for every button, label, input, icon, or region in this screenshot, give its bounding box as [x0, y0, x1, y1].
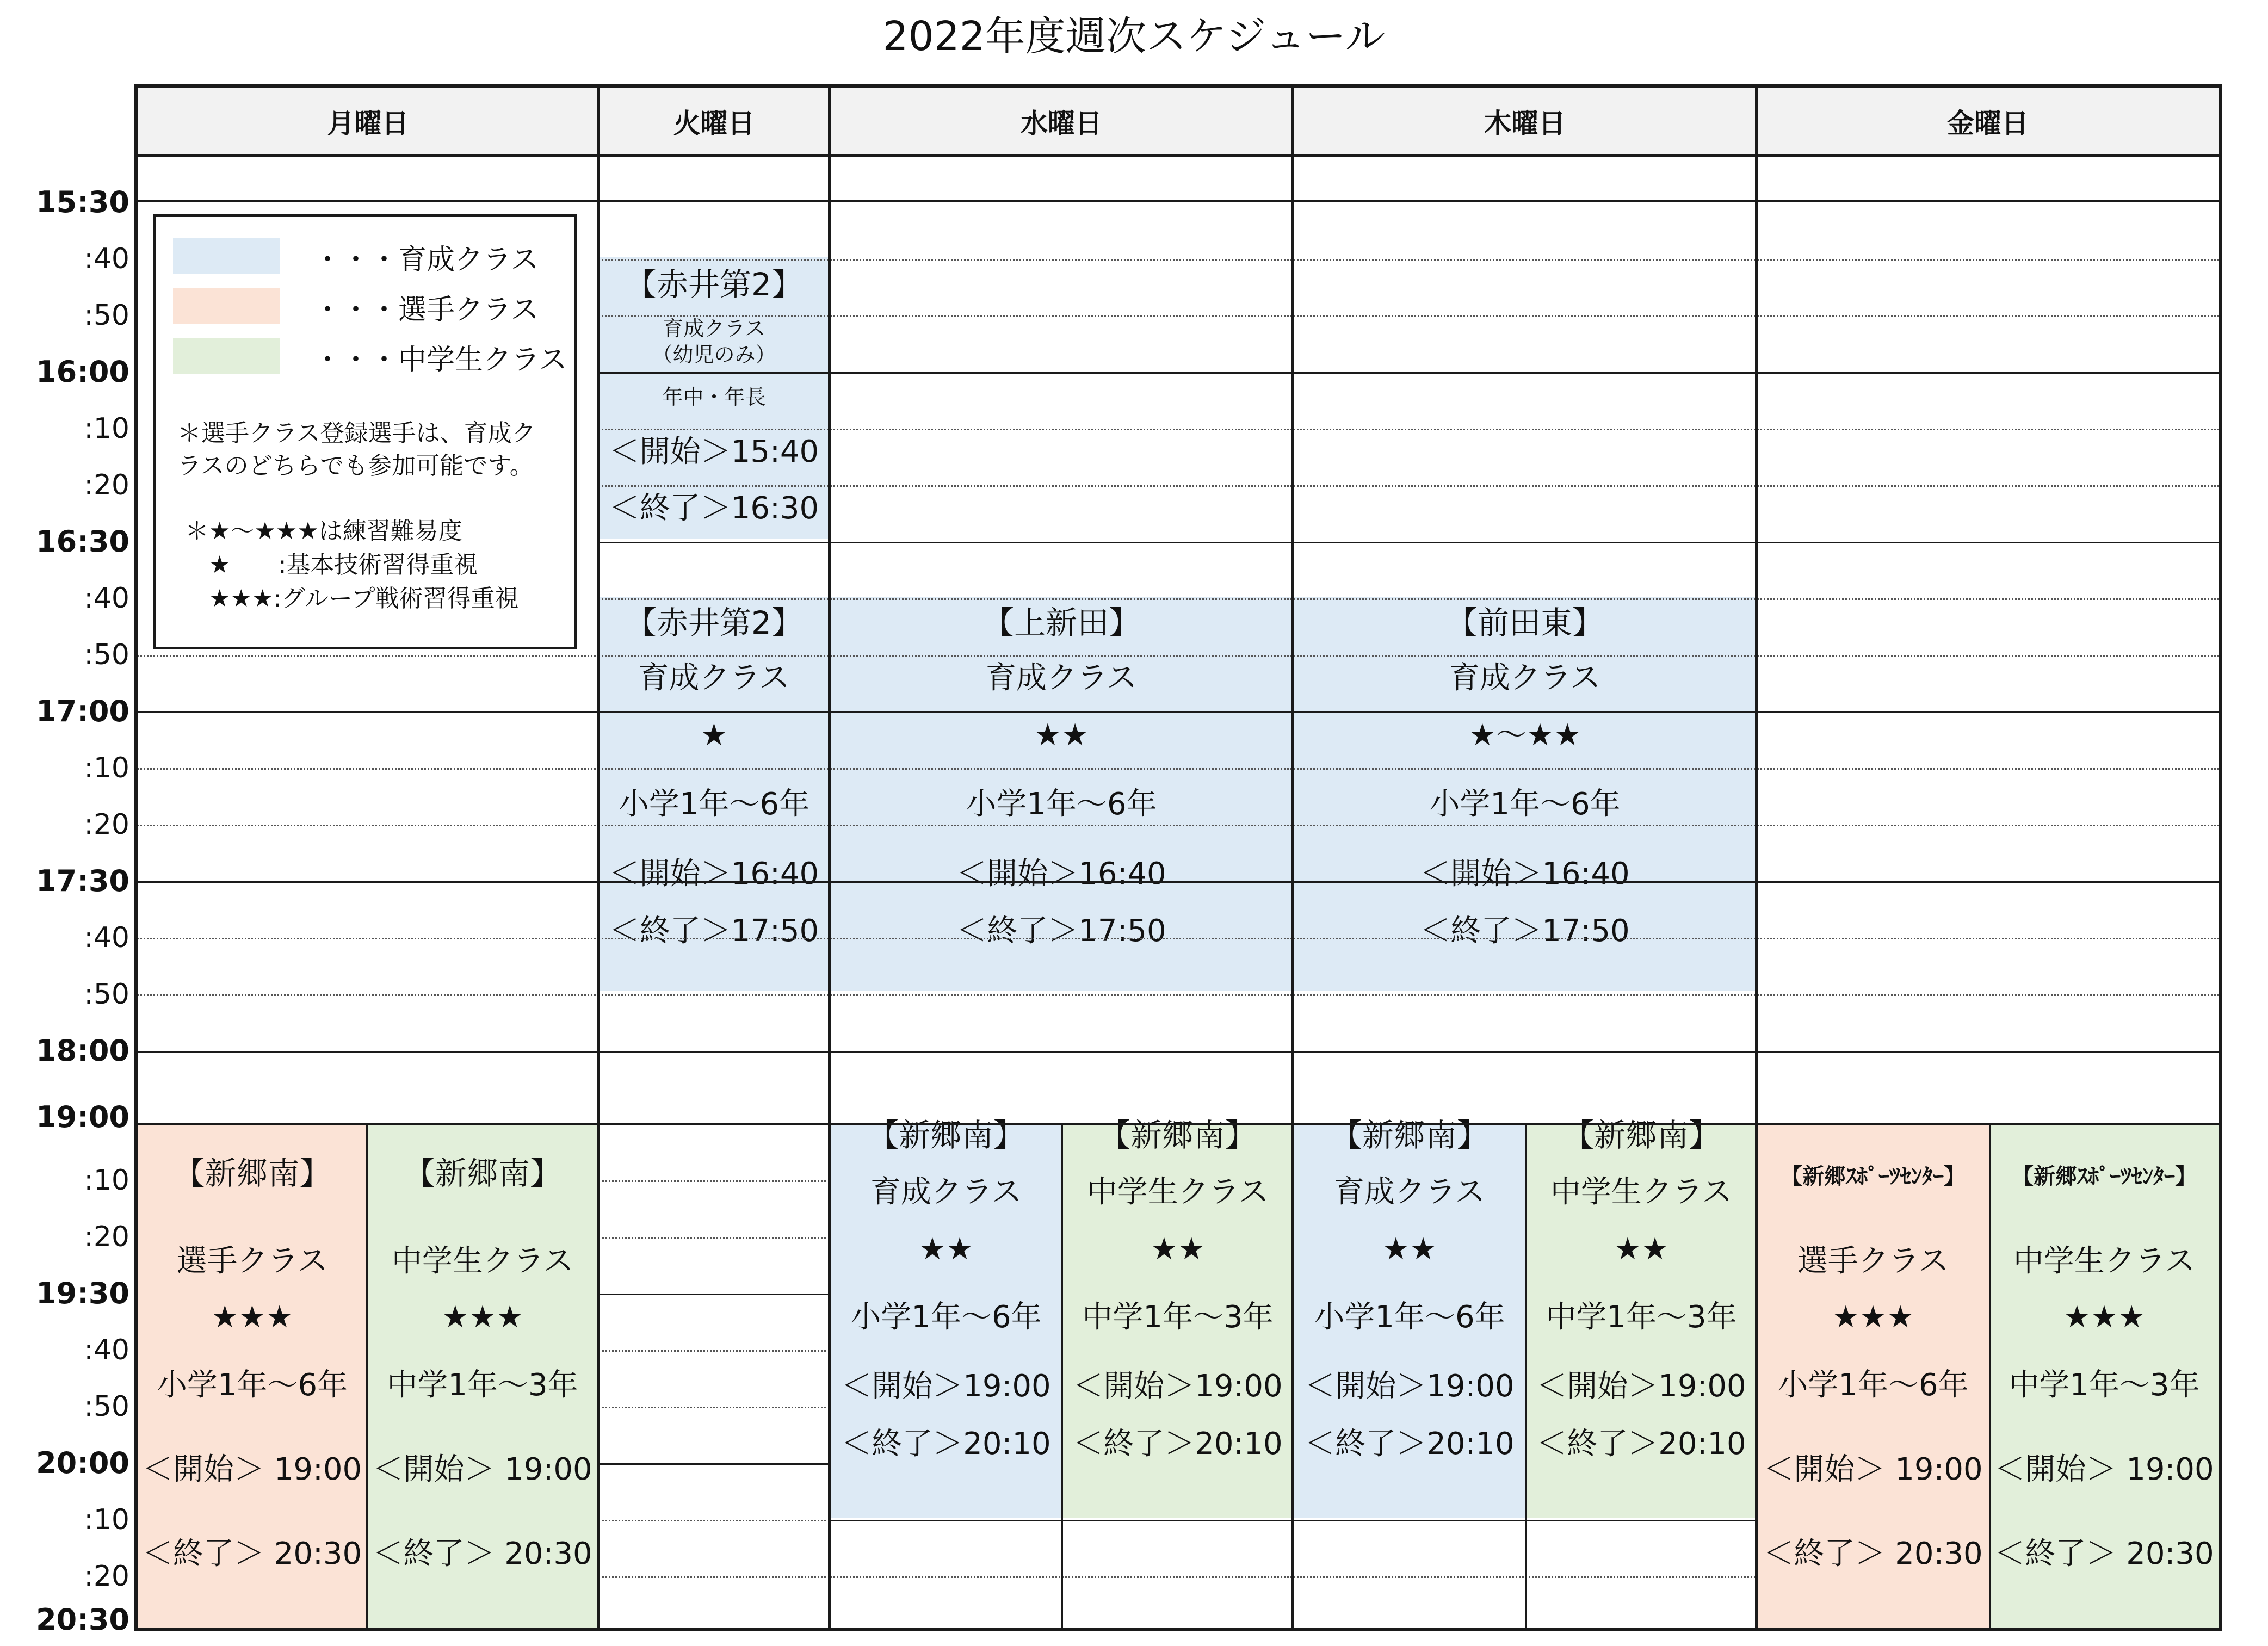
block-venue: 【新郷南】 — [403, 1155, 561, 1192]
block-stars: ★★ — [1382, 1232, 1437, 1267]
block-start-time: ＜開始＞16:40 — [956, 856, 1166, 892]
legend-label-chugaku: ・・・中学生クラス — [313, 344, 567, 376]
day-header-friday: 金曜日 — [1947, 107, 2029, 139]
block-grade: 小学1年～6年 — [618, 787, 810, 822]
block-end-time: ＜終了＞20:10 — [1073, 1426, 1283, 1462]
block-end-time: ＜終了＞ 20:30 — [142, 1536, 362, 1571]
block-end-time: ＜終了＞17:50 — [609, 913, 819, 949]
block-end-time: ＜終了＞20:10 — [841, 1426, 1051, 1462]
block-start-time: ＜開始＞ 19:00 — [1763, 1452, 1983, 1487]
time-label: 17:00 — [36, 694, 129, 728]
day-header-wednesday: 水曜日 — [1021, 107, 1102, 139]
block-venue: 【赤井第2】 — [625, 604, 803, 641]
block-start-time: ＜開始＞19:00 — [1305, 1369, 1515, 1404]
day-header-thursday: 木曜日 — [1484, 107, 1566, 139]
block-stars: ★★★ — [1832, 1300, 1914, 1335]
block-venue: 【新郷南】 — [1098, 1117, 1257, 1154]
legend-note-line: ＊★～★★★は練習難易度 — [185, 517, 462, 545]
time-label: :50 — [84, 299, 129, 332]
day-header-tuesday: 火曜日 — [673, 107, 755, 139]
block-start-time: ＜開始＞19:00 — [1536, 1369, 1746, 1404]
time-label: 16:00 — [36, 355, 129, 389]
block-class: 育成クラス — [870, 1174, 1022, 1210]
legend-note-line: ★★★:グループ戦術習得重視 — [209, 585, 519, 612]
block-venue: 【赤井第2】 — [625, 266, 803, 303]
block-venue: 【前田東】 — [1445, 604, 1604, 641]
block-start-time: ＜開始＞16:40 — [1420, 856, 1630, 892]
block-stars: ★★ — [1150, 1232, 1206, 1267]
block-end-time: ＜終了＞20:10 — [1536, 1426, 1746, 1462]
block-class-note: （幼児のみ） — [652, 343, 776, 367]
block-venue: 【新郷ｽﾎﾟｰﾂｾﾝﾀｰ】 — [1781, 1164, 1966, 1189]
time-label: :10 — [84, 1503, 129, 1536]
block-start-time: ＜開始＞19:00 — [841, 1369, 1051, 1404]
block-grade: 小学1年～6年 — [1314, 1300, 1505, 1335]
block-end-time: ＜終了＞16:30 — [609, 491, 819, 526]
block-end-time: ＜終了＞ 20:30 — [373, 1536, 592, 1571]
block-grade: 中学1年～3年 — [2009, 1367, 2200, 1403]
block-stars: ★★ — [918, 1232, 974, 1267]
block-grade: 小学1年～6年 — [156, 1367, 348, 1403]
block-end-time: ＜終了＞ 20:30 — [1763, 1536, 1983, 1571]
time-label: 19:30 — [36, 1276, 129, 1310]
block-grade: 中学1年～3年 — [387, 1367, 578, 1403]
block-venue: 【上新田】 — [982, 604, 1140, 641]
time-label: :20 — [84, 1560, 129, 1593]
block-stars: ★★★ — [441, 1300, 524, 1335]
time-label: :50 — [84, 639, 129, 671]
legend-note-line: ★ :基本技術習得重視 — [209, 551, 478, 579]
block-start-time: ＜開始＞15:40 — [609, 434, 819, 469]
block-grade: 小学1年～6年 — [850, 1300, 1042, 1335]
time-label: 20:30 — [36, 1602, 129, 1637]
block-grade: 小学1年～6年 — [1429, 787, 1621, 822]
block-grade: 小学1年～6年 — [966, 787, 1157, 822]
time-label: 19:00 — [36, 1100, 129, 1134]
block-class: 育成クラス — [638, 660, 790, 696]
block-grade: 中学1年～3年 — [1546, 1300, 1737, 1335]
block-stars: ★～★★ — [1468, 717, 1581, 753]
page-title: 2022年度週次スケジュール — [882, 13, 1386, 60]
time-label: :20 — [84, 808, 129, 841]
block-class: 選手クラス — [1797, 1243, 1949, 1279]
block-venue: 【新郷南】 — [1562, 1117, 1720, 1154]
block-stars: ★ — [700, 717, 728, 753]
block-grade: 小学1年～6年 — [1777, 1367, 1969, 1403]
block-class: 中学生クラス — [1550, 1174, 1733, 1210]
block-grade: 年中・年長 — [662, 385, 766, 409]
block-class: 育成クラス — [663, 317, 765, 341]
block-start-time: ＜開始＞16:40 — [609, 856, 819, 892]
time-label: 18:00 — [36, 1034, 129, 1068]
time-label: :10 — [84, 1164, 129, 1197]
block-start-time: ＜開始＞ 19:00 — [142, 1452, 362, 1487]
block-venue: 【新郷南】 — [1330, 1117, 1488, 1154]
legend-swatch-chugaku — [173, 338, 280, 374]
time-label: :40 — [84, 243, 129, 275]
time-label: 17:30 — [36, 864, 129, 898]
block-venue: 【新郷ｽﾎﾟｰﾂｾﾝﾀｰ】 — [2012, 1164, 2197, 1189]
time-label: :20 — [84, 1221, 129, 1253]
block-class: 育成クラス — [1449, 660, 1601, 696]
legend-note-line: ラスのどちらでも参加可能です。 — [177, 452, 534, 480]
time-label: :40 — [84, 582, 129, 615]
block-end-time: ＜終了＞ 20:30 — [1994, 1536, 2214, 1571]
block-venue: 【新郷南】 — [173, 1155, 331, 1192]
block-class: 選手クラス — [176, 1243, 328, 1279]
block-venue: 【新郷南】 — [867, 1117, 1025, 1154]
day-header-monday: 月曜日 — [327, 107, 409, 139]
time-label: 15:30 — [36, 185, 129, 219]
time-label: :40 — [84, 1334, 129, 1366]
block-stars: ★★ — [1034, 717, 1089, 753]
legend-swatch-senshu — [173, 288, 280, 324]
time-label: :10 — [84, 412, 129, 445]
block-class: 中学生クラス — [391, 1243, 574, 1279]
block-class: 育成クラス — [985, 660, 1138, 696]
time-label: :50 — [84, 1390, 129, 1423]
block-class: 中学生クラス — [2013, 1243, 2196, 1279]
block-start-time: ＜開始＞ 19:00 — [373, 1452, 592, 1487]
block-start-time: ＜開始＞ 19:00 — [1994, 1452, 2214, 1487]
legend-label-ikusei: ・・・育成クラス — [313, 244, 539, 276]
time-label: 16:30 — [36, 524, 129, 559]
block-end-time: ＜終了＞20:10 — [1305, 1426, 1515, 1462]
time-label: :20 — [84, 469, 129, 502]
legend-note-line: ＊選手クラス登録選手は、育成ク — [177, 419, 536, 447]
time-label: :40 — [84, 921, 129, 954]
block-end-time: ＜終了＞17:50 — [956, 913, 1166, 949]
block-stars: ★★ — [1614, 1232, 1669, 1267]
block-grade: 中学1年～3年 — [1082, 1300, 1274, 1335]
time-label: :10 — [84, 752, 129, 784]
time-label: :50 — [84, 978, 129, 1011]
block-end-time: ＜終了＞17:50 — [1420, 913, 1630, 949]
block-stars: ★★★ — [211, 1300, 293, 1335]
block-start-time: ＜開始＞19:00 — [1073, 1369, 1283, 1404]
block-class: 育成クラス — [1333, 1174, 1486, 1210]
block-class: 中学生クラス — [1086, 1174, 1269, 1210]
time-label: 20:00 — [36, 1446, 129, 1480]
block-stars: ★★★ — [2063, 1300, 2146, 1335]
legend-swatch-ikusei — [173, 238, 280, 274]
legend-box — [153, 214, 577, 649]
legend-label-senshu: ・・・選手クラス — [313, 294, 539, 326]
